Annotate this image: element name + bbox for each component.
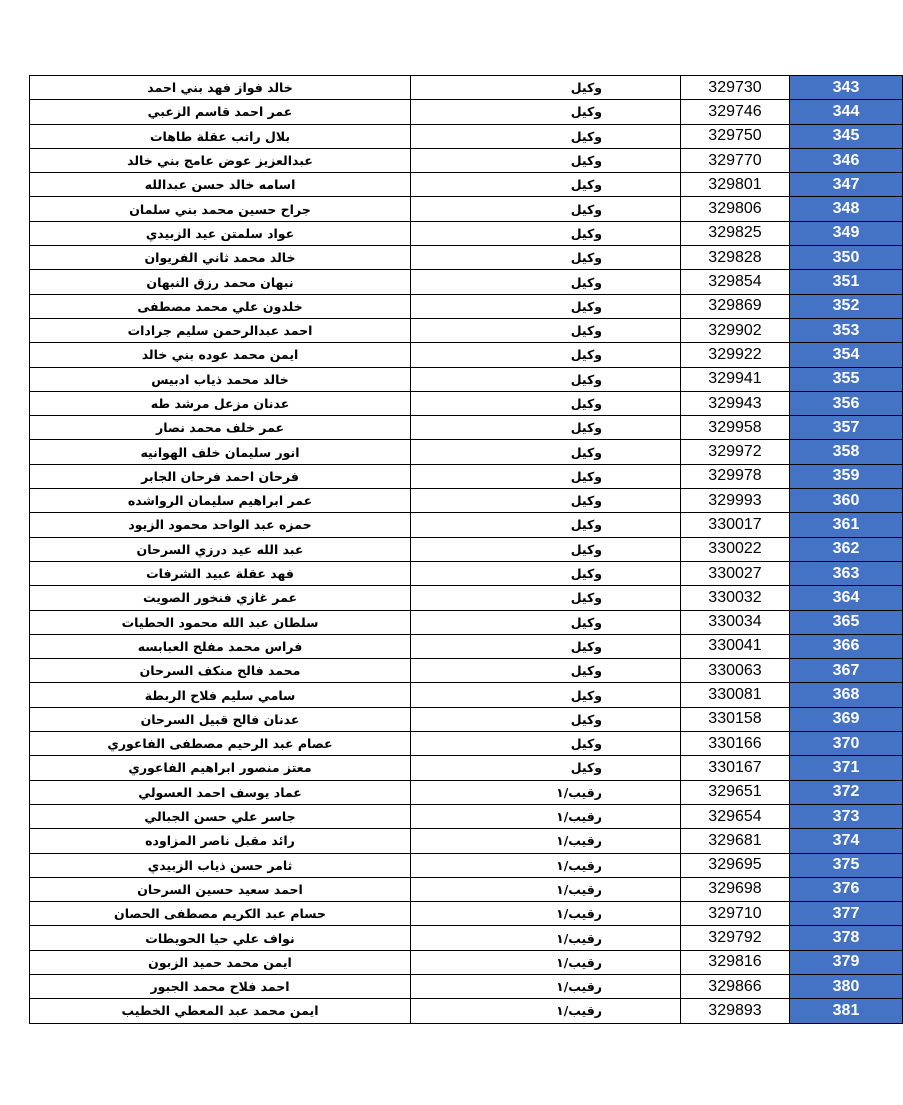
sequence-number-cell: 346	[790, 148, 903, 172]
military-number-cell: 330167	[681, 756, 790, 780]
name-cell: سامي سليم فلاح الربطة	[30, 683, 411, 707]
sequence-number-cell: 358	[790, 440, 903, 464]
table-row	[30, 610, 903, 634]
military-number-cell: 329958	[681, 416, 790, 440]
military-number-cell: 330027	[681, 561, 790, 585]
table-row	[30, 950, 903, 974]
rank-cell: وكيل	[411, 513, 681, 537]
military-number-cell: 330017	[681, 513, 790, 537]
military-number-cell: 330166	[681, 732, 790, 756]
table-row	[30, 76, 903, 100]
sequence-number-cell: 376	[790, 877, 903, 901]
rank-cell: وكيل	[411, 343, 681, 367]
sequence-number-cell: 349	[790, 221, 903, 245]
rank-cell: وكيل	[411, 173, 681, 197]
sequence-number-cell: 362	[790, 537, 903, 561]
name-cell: عمر احمد قاسم الزعبي	[30, 100, 411, 124]
sequence-number-cell: 375	[790, 853, 903, 877]
name-cell: رائد مقبل ناصر المزاوده	[30, 829, 411, 853]
military-number-cell: 329698	[681, 877, 790, 901]
sequence-number-cell: 378	[790, 926, 903, 950]
sequence-number-cell: 374	[790, 829, 903, 853]
military-number-cell: 330032	[681, 586, 790, 610]
sequence-number-cell: 356	[790, 391, 903, 415]
table-row	[30, 829, 903, 853]
name-cell: عصام عبد الرحيم مصطفى الفاعوري	[30, 732, 411, 756]
name-cell: جراح حسين محمد بني سلمان	[30, 197, 411, 221]
name-cell: محمد فالح منكف السرحان	[30, 659, 411, 683]
name-cell: حمزه عبد الواحد محمود الزيود	[30, 513, 411, 537]
table-row	[30, 561, 903, 585]
military-number-cell: 329806	[681, 197, 790, 221]
name-cell: فهد عقلة عبيد الشرفات	[30, 561, 411, 585]
name-cell: ايمن محمد عوده بني خالد	[30, 343, 411, 367]
rank-cell: رقيب/١	[411, 853, 681, 877]
military-number-cell: 329978	[681, 464, 790, 488]
military-number-cell: 329746	[681, 100, 790, 124]
name-cell: خالد فواز فهد بني احمد	[30, 76, 411, 100]
table-row	[30, 416, 903, 440]
personnel-table	[29, 75, 903, 1024]
military-number-cell: 330063	[681, 659, 790, 683]
military-number-cell: 330081	[681, 683, 790, 707]
rank-cell: وكيل	[411, 683, 681, 707]
military-number-cell: 329866	[681, 974, 790, 998]
rank-cell: وكيل	[411, 489, 681, 513]
name-cell: عواد سلمتن عيد الزبيدي	[30, 221, 411, 245]
name-cell: فرحان احمد فرحان الجابر	[30, 464, 411, 488]
name-cell: نبهان محمد رزق النبهان	[30, 270, 411, 294]
military-number-cell: 329651	[681, 780, 790, 804]
name-cell: احمد عبدالرحمن سليم جرادات	[30, 318, 411, 342]
sequence-number-cell: 364	[790, 586, 903, 610]
military-number-cell: 330022	[681, 537, 790, 561]
sequence-number-cell: 380	[790, 974, 903, 998]
table-row	[30, 999, 903, 1023]
rank-cell: وكيل	[411, 440, 681, 464]
table-row	[30, 270, 903, 294]
military-number-cell: 329695	[681, 853, 790, 877]
sequence-number-cell: 366	[790, 634, 903, 658]
personnel-table-body	[30, 76, 903, 1024]
sequence-number-cell: 370	[790, 732, 903, 756]
sequence-number-cell: 369	[790, 707, 903, 731]
sequence-number-cell: 351	[790, 270, 903, 294]
rank-cell: وكيل	[411, 100, 681, 124]
name-cell: سلطان عبد الله محمود الحطيات	[30, 610, 411, 634]
table-row	[30, 902, 903, 926]
table-row	[30, 440, 903, 464]
name-cell: نواف علي حيا الحويطات	[30, 926, 411, 950]
rank-cell: وكيل	[411, 416, 681, 440]
rank-cell: رقيب/١	[411, 829, 681, 853]
sequence-number-cell: 381	[790, 999, 903, 1023]
table-row	[30, 367, 903, 391]
sequence-number-cell: 347	[790, 173, 903, 197]
rank-cell: وكيل	[411, 148, 681, 172]
rank-cell: وكيل	[411, 756, 681, 780]
name-cell: عمر ابراهيم سليمان الرواشده	[30, 489, 411, 513]
sequence-number-cell: 353	[790, 318, 903, 342]
name-cell: عبد الله عيد درزي السرحان	[30, 537, 411, 561]
sequence-number-cell: 354	[790, 343, 903, 367]
name-cell: عمر غازي فنخور الصويت	[30, 586, 411, 610]
table-row	[30, 926, 903, 950]
table-row	[30, 804, 903, 828]
table-row	[30, 707, 903, 731]
name-cell: ايمن محمد حميد الزبون	[30, 950, 411, 974]
rank-cell: وكيل	[411, 537, 681, 561]
military-number-cell: 329869	[681, 294, 790, 318]
table-row	[30, 756, 903, 780]
name-cell: عمر خلف محمد نصار	[30, 416, 411, 440]
military-number-cell: 329770	[681, 148, 790, 172]
military-number-cell: 329941	[681, 367, 790, 391]
sequence-number-cell: 365	[790, 610, 903, 634]
table-row	[30, 780, 903, 804]
sequence-number-cell: 368	[790, 683, 903, 707]
table-row	[30, 537, 903, 561]
rank-cell: وكيل	[411, 561, 681, 585]
military-number-cell: 329681	[681, 829, 790, 853]
table-row	[30, 197, 903, 221]
military-number-cell: 329922	[681, 343, 790, 367]
name-cell: اسامه خالد حسن عبدالله	[30, 173, 411, 197]
military-number-cell: 329893	[681, 999, 790, 1023]
rank-cell: رقيب/١	[411, 974, 681, 998]
military-number-cell: 330034	[681, 610, 790, 634]
table-row	[30, 489, 903, 513]
table-row	[30, 634, 903, 658]
rank-cell: وكيل	[411, 659, 681, 683]
table-row	[30, 659, 903, 683]
name-cell: عدنان فالح قبيل السرحان	[30, 707, 411, 731]
rank-cell: رقيب/١	[411, 926, 681, 950]
sequence-number-cell: 350	[790, 246, 903, 270]
table-row	[30, 464, 903, 488]
table-row	[30, 173, 903, 197]
military-number-cell: 329993	[681, 489, 790, 513]
rank-cell: رقيب/١	[411, 999, 681, 1023]
table-row	[30, 100, 903, 124]
sequence-number-cell: 361	[790, 513, 903, 537]
rank-cell: وكيل	[411, 76, 681, 100]
rank-cell: وكيل	[411, 586, 681, 610]
sequence-number-cell: 363	[790, 561, 903, 585]
military-number-cell: 329730	[681, 76, 790, 100]
rank-cell: رقيب/١	[411, 780, 681, 804]
rank-cell: وكيل	[411, 270, 681, 294]
table-row	[30, 586, 903, 610]
rank-cell: رقيب/١	[411, 950, 681, 974]
rank-cell: وكيل	[411, 464, 681, 488]
table-row	[30, 683, 903, 707]
table-row	[30, 246, 903, 270]
rank-cell: وكيل	[411, 610, 681, 634]
military-number-cell: 329792	[681, 926, 790, 950]
sequence-number-cell: 344	[790, 100, 903, 124]
name-cell: حسام عبد الكريم مصطفى الحصان	[30, 902, 411, 926]
table-row	[30, 732, 903, 756]
table-row	[30, 853, 903, 877]
table-row	[30, 513, 903, 537]
rank-cell: وكيل	[411, 294, 681, 318]
name-cell: معتز منصور ابراهيم الفاعوري	[30, 756, 411, 780]
military-number-cell: 329972	[681, 440, 790, 464]
sequence-number-cell: 352	[790, 294, 903, 318]
rank-cell: وكيل	[411, 634, 681, 658]
military-number-cell: 329801	[681, 173, 790, 197]
rank-cell: وكيل	[411, 707, 681, 731]
rank-cell: رقيب/١	[411, 804, 681, 828]
sequence-number-cell: 372	[790, 780, 903, 804]
rank-cell: رقيب/١	[411, 877, 681, 901]
military-number-cell: 329750	[681, 124, 790, 148]
name-cell: احمد سعيد حسين السرحان	[30, 877, 411, 901]
name-cell: جاسر علي حسن الجبالي	[30, 804, 411, 828]
sequence-number-cell: 367	[790, 659, 903, 683]
rank-cell: رقيب/١	[411, 902, 681, 926]
sequence-number-cell: 371	[790, 756, 903, 780]
sequence-number-cell: 359	[790, 464, 903, 488]
name-cell: عبدالعزيز عوض عامج بني خالد	[30, 148, 411, 172]
military-number-cell: 329828	[681, 246, 790, 270]
military-number-cell: 329902	[681, 318, 790, 342]
military-number-cell: 329854	[681, 270, 790, 294]
military-number-cell: 329816	[681, 950, 790, 974]
table-row	[30, 294, 903, 318]
rank-cell: وكيل	[411, 318, 681, 342]
military-number-cell: 329825	[681, 221, 790, 245]
sequence-number-cell: 357	[790, 416, 903, 440]
name-cell: ثامر حسن ذياب الزبيدي	[30, 853, 411, 877]
rank-cell: وكيل	[411, 197, 681, 221]
name-cell: خالد محمد ذياب ادبيس	[30, 367, 411, 391]
military-number-cell: 329654	[681, 804, 790, 828]
table-row	[30, 124, 903, 148]
sequence-number-cell: 345	[790, 124, 903, 148]
sequence-number-cell: 377	[790, 902, 903, 926]
name-cell: خلدون علي محمد مصطفى	[30, 294, 411, 318]
rank-cell: وكيل	[411, 391, 681, 415]
table-row	[30, 877, 903, 901]
rank-cell: وكيل	[411, 732, 681, 756]
sequence-number-cell: 379	[790, 950, 903, 974]
name-cell: خالد محمد ثاني الفريوان	[30, 246, 411, 270]
name-cell: فراس محمد مفلح العبابسه	[30, 634, 411, 658]
military-number-cell: 330041	[681, 634, 790, 658]
military-number-cell: 329710	[681, 902, 790, 926]
table-row	[30, 343, 903, 367]
military-number-cell: 329943	[681, 391, 790, 415]
sequence-number-cell: 355	[790, 367, 903, 391]
table-row	[30, 391, 903, 415]
name-cell: ايمن محمد عبد المعطي الخطيب	[30, 999, 411, 1023]
name-cell: عماد يوسف احمد العسولي	[30, 780, 411, 804]
military-number-cell: 330158	[681, 707, 790, 731]
rank-cell: وكيل	[411, 221, 681, 245]
sequence-number-cell: 360	[790, 489, 903, 513]
table-row	[30, 318, 903, 342]
table-row	[30, 148, 903, 172]
sequence-number-cell: 348	[790, 197, 903, 221]
name-cell: عدنان مزعل مرشد طه	[30, 391, 411, 415]
name-cell: احمد فلاح محمد الجبور	[30, 974, 411, 998]
sequence-number-cell: 373	[790, 804, 903, 828]
rank-cell: وكيل	[411, 124, 681, 148]
name-cell: بلال راتب عقلة طاهات	[30, 124, 411, 148]
table-row	[30, 974, 903, 998]
rank-cell: وكيل	[411, 246, 681, 270]
name-cell: انور سليمان خلف الهوانيه	[30, 440, 411, 464]
rank-cell: وكيل	[411, 367, 681, 391]
table-row	[30, 221, 903, 245]
sequence-number-cell: 343	[790, 76, 903, 100]
